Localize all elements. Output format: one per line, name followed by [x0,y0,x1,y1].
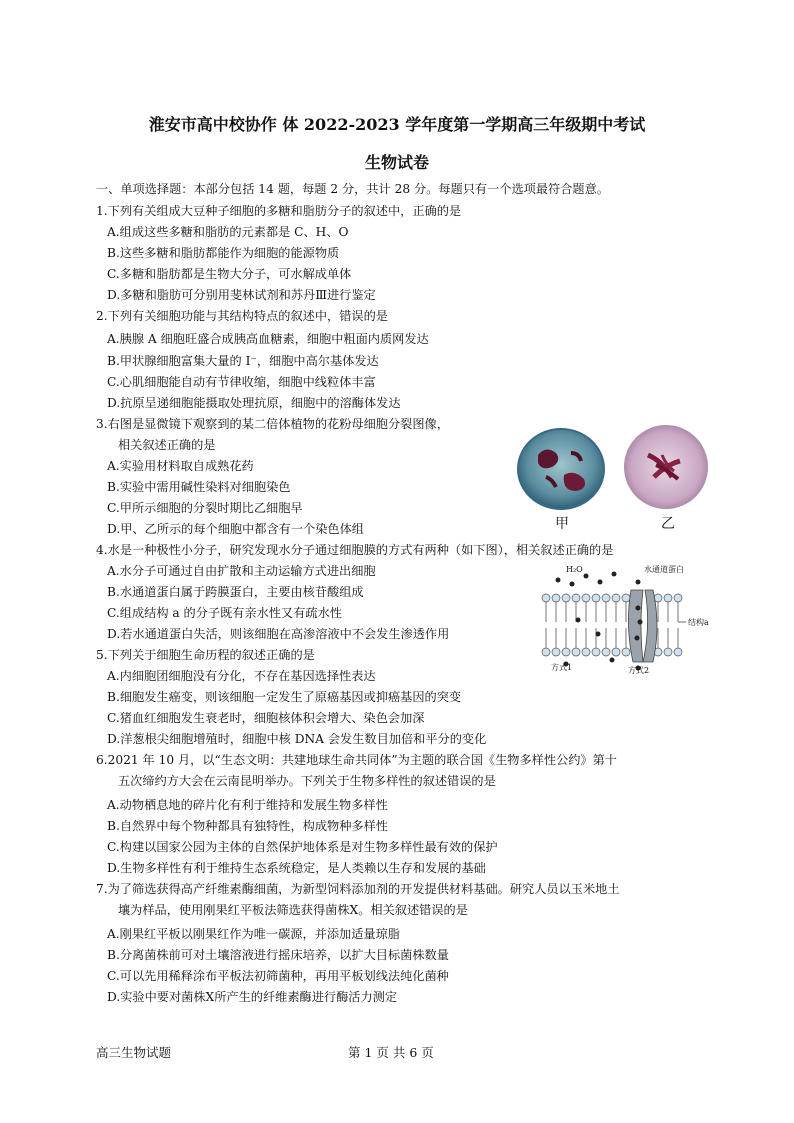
question-3-stem: 3.右图是显微镜下观察到的某二倍体植物的花粉母细胞分裂图像， [96,417,449,431]
footer-page-number: 第 1 页 共 6 页 [348,1045,434,1060]
question-3-stem-cont: 相关叙述正确的是 [118,438,216,452]
section-heading: 一、单项选择题：本部分包括 14 题，每题 2 分，共计 28 分。每题只有一个选项最符合题意。 [96,182,609,196]
question-4-option-d: D.若水通道蛋白失活，则该细胞在高渗溶液中不会发生渗透作用 [107,627,450,641]
question-2-option-b: B.甲状腺细胞富集大量的 I⁻，细胞中高尔基体发达 [107,354,379,368]
question-6-stem-cont: 五次缔约方大会在云南昆明举办。下列关于生物多样性的叙述错误的是 [118,774,496,788]
question-3-option-b: B.实验中需用碱性染料对细胞染色 [107,480,291,494]
label-mode-2: 方式2 [628,666,650,675]
question-1-stem: 1.下列有关组成大豆种子细胞的多糖和脂肪分子的叙述中，正确的是 [96,204,462,218]
question-7-option-b: B.分离菌株前可对土壤溶液进行摇床培养，以扩大目标菌株数量 [107,948,449,962]
exam-title: 淮安市高中校协作 体 2022-2023 学年度第一学期高三年级期中考试 [148,115,646,134]
figure-label-jia: 甲 [555,516,569,532]
question-4-option-a: A.水分子可通过自由扩散和主动运输方式进出细胞 [107,564,376,578]
question-6-option-b: B.自然界中每个物种都具有独特性，构成物种多样性 [107,819,388,833]
question-2-stem: 2.下列有关细胞功能与其结构特点的叙述中，错误的是 [96,309,388,323]
question-5-option-a: A.内细胞团细胞没有分化，不存在基因选择性表达 [107,669,376,683]
question-6-option-d: D.生物多样性有利于维持生态系统稳定，是人类赖以生存和发展的基础 [107,861,486,875]
label-mode-1: 方式1 [551,663,573,672]
question-7-option-c: C.可以先用稀释涂布平板法初筛菌种，再用平板划线法纯化菌种 [107,969,449,983]
question-7-option-a: A.刚果红平板以刚果红作为唯一碳源，并添加适量琼脂 [107,927,400,941]
question-2-option-d: D.抗原呈递细胞能摄取处理抗原，细胞中的溶酶体发达 [107,396,401,410]
question-1-option-a: A.组成这些多糖和脂肪的元素都是 C、H、O [107,225,349,239]
cell-yi-image [624,425,708,509]
lipid-bilayer [542,594,682,656]
question-3-option-d: D.甲、乙所示的每个细胞中都含有一个染色体组 [107,522,364,536]
question-4-stem: 4.水是一种极性小分子，研究发现水分子通过细胞膜的方式有两种（如下图），相关叙述正确的是 [96,543,614,557]
question-5-option-d: D.洋葱根尖细胞增殖时，细胞中核 DNA 会发生数目加倍和平分的变化 [107,732,487,746]
question-4-option-c: C.组成结构 a 的分子既有亲水性又有疏水性 [107,606,342,620]
question-5-stem: 5.下列关于细胞生命历程的叙述正确的是 [96,648,315,662]
question-1-option-c: C.多糖和脂肪都是生物大分子，可水解成单体 [107,267,352,281]
cell-division-figure [516,425,716,535]
exam-subtitle: 生物试卷 [364,153,429,172]
question-7-stem-cont: 壤为样品，使用刚果红平板法筛选获得菌株X。相关叙述错误的是 [118,903,468,917]
question-2-option-a: A.胰腺 A 细胞旺盛合成胰高血糖素，细胞中粗面内质网发达 [107,332,429,346]
question-1-option-b: B.这些多糖和脂肪都能作为细胞的能源物质 [107,246,340,260]
question-6-option-c: C.构建以国家公园为主体的自然保护地体系是对生物多样性最有效的保护 [107,840,498,854]
question-7-stem: 7.为了筛选获得高产纤维素酶细菌，为新型饲料添加剂的开发提供材料基础。研究人员以玉米地土 [96,882,620,896]
question-4-option-b: B.水通道蛋白属于跨膜蛋白，主要由核苷酸组成 [107,585,364,599]
figure-label-yi: 乙 [661,516,675,532]
water-channel-protein [628,590,657,662]
question-6-option-a: A.动物栖息地的碎片化有利于维持和发展生物多样性 [107,798,388,812]
question-6-stem: 6.2021 年 10 月，以“生态文明：共建地球生命共同体”为主题的联合国《生物多样性公约》第十 [96,753,617,767]
question-3-option-a: A.实验用材料取自成熟花药 [107,459,254,473]
label-water: H₂O [566,565,583,574]
question-7-option-d: D.实验中要对菌株X所产生的纤维素酶进行酶活力测定 [107,990,398,1004]
label-structure-a: 结构a [688,618,709,627]
question-3-option-c: C.甲所示细胞的分裂时期比乙细胞早 [107,501,303,515]
label-water-channel: 水通道蛋白 [644,565,684,574]
cell-jia-image [518,429,604,509]
question-5-option-c: C.猪血红细胞发生衰老时，细胞核体积会增大、染色会加深 [107,711,425,725]
question-1-option-d: D.多糖和脂肪可分别用斐林试剂和苏丹Ⅲ进行鉴定 [107,288,376,302]
footer-subject: 高三生物试题 [96,1045,172,1060]
question-5-option-b: B.细胞发生癌变，则该细胞一定发生了原癌基因或抑癌基因的突变 [107,690,462,704]
question-2-option-c: C.心肌细胞能自动有节律收缩，细胞中线粒体丰富 [107,375,376,389]
